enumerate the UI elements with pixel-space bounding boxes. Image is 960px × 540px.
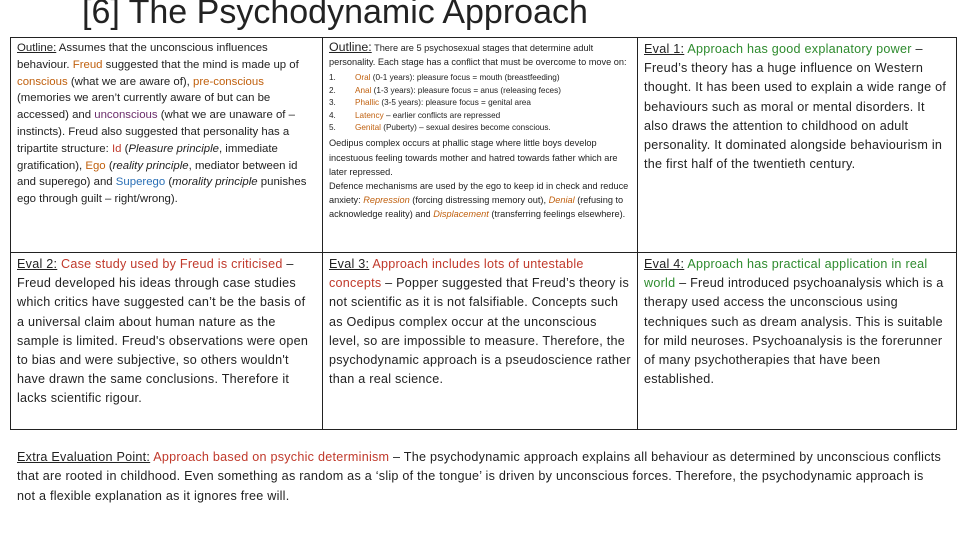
outline-text: , mediator between id and superego) and [17, 159, 298, 189]
eval-claim: Approach includes lots of untestable concepts [329, 257, 584, 291]
stage-name: Genital [355, 123, 381, 133]
outline-label: Outline: [17, 42, 57, 54]
oedipus-text: Oedipus complex occurs at phallic stage where little boys develop incestuous feeling towards mother and hatred towards father which are later repressed. [329, 138, 618, 177]
page-title: [6] The Psychodynamic Approach [82, 0, 588, 31]
ego-term: Ego [85, 159, 106, 172]
outline-text: Assumes that the unconscious influences behaviour. [17, 42, 268, 71]
stage-item: 4. Latency – earlier conflicts are repressed [329, 110, 501, 120]
grid-row-evals [11, 253, 957, 430]
stage-name: Latency [355, 110, 384, 120]
eval-claim: Approach has good explanatory power [684, 42, 912, 56]
preconscious-term: pre-conscious [193, 75, 264, 88]
stage-item: 1. Oral (0-1 years): pleasure focus = mouth (breastfeeding) [329, 73, 560, 83]
outline-text: ( [121, 142, 129, 155]
id-principle: Pleasure principle [128, 142, 219, 155]
unconscious-term: unconscious [94, 109, 158, 122]
eval-1-cell [638, 38, 957, 253]
id-term: Id [111, 142, 122, 155]
outline-text: ( [165, 176, 173, 189]
extra-evaluation-point [17, 448, 942, 506]
outline-stages-cell [323, 38, 638, 253]
eval-body: – Freud introduced psychoanalysis which is a therapy used access the unconscious using techniques such as dream analysis. This is suitable for mild neuroses. Psychoanalysis is the forerunner of many psychotherapies that have been established. [644, 276, 944, 387]
eval-claim: Case study used by Freud is criticised [57, 257, 283, 271]
outline-text: (what we are aware of), [67, 75, 194, 88]
outline-text: (what we are unaware of – instincts). Freud also suggested that personality has a tripartite structure: [17, 109, 295, 155]
eval-body: – Freud’s theory has a huge influence on Western thought. It has been used to explain a wide range of behaviours such as moral or mental disorders. It also draws the attention to childhood on adult personality. It dominated alongside behaviourism in the first half of the twentieth century. [644, 42, 947, 172]
outline-text: suggested that the mind is made up of [102, 58, 299, 71]
grid-row-outline [11, 38, 957, 253]
extra-body: – The psychodynamic approach explains all behaviour as determined by unconscious conflicts that are rooted in childhood. Even something as random as a ‘slip of the tongue’ is driven by unconscious forces. Therefore, the psychodynamic approach is not a flexible explanation as it ignores free will. [17, 450, 942, 503]
ego-principle: reality principle [112, 159, 189, 172]
eval-label: Eval 3: [329, 257, 370, 271]
stage-name: Phallic [355, 98, 380, 108]
stage-item: 3. Phallic (3-5 years): pleasure focus = genital area [329, 98, 531, 108]
stages-list [329, 72, 631, 134]
eval-label: Eval 1: [644, 42, 685, 56]
eval-body: – Freud developed his ideas through case studies which critics have suggested can’t be the basis of a universal claim about human nature as the sample is limited. Freud's observations were open to bias and were subjective, so others wouldn't have drawn the same conclusions. Therefore it lacks scientific rigour. [17, 257, 309, 406]
outline-text: , immediate gratification), [17, 142, 278, 172]
conscious-term: conscious [17, 75, 68, 88]
eval-body: – Popper suggested that Freud’s theory is not scientific as it is not falsifiable. Concepts such as Oedipus complex occur at the unconscious level, so are impossible to measure. Therefore, the psychodynamic approach is a pseudoscience rather than a real science. [329, 276, 631, 387]
freud-term: Freud [72, 58, 103, 71]
superego-principle: morality principle [172, 176, 258, 189]
eval-3-cell [323, 253, 638, 430]
repression-term: Repression [363, 195, 410, 206]
stage-name: Anal [355, 85, 372, 95]
eval-2-cell [11, 253, 323, 430]
stage-name: Oral [355, 73, 371, 83]
eval-label: Eval 2: [17, 257, 58, 271]
outline-text: ( [105, 159, 113, 172]
superego-term: Superego [115, 176, 166, 189]
extra-label: Extra Evaluation Point: [17, 450, 151, 464]
eval-4-cell [638, 253, 957, 430]
eval-claim: Approach has practical application in real world [644, 257, 928, 291]
stage-item: 2. Anal (1-3 years): pleasure focus = anus (releasing feces) [329, 85, 561, 95]
eval-label: Eval 4: [644, 257, 685, 271]
denial-term: Denial [548, 195, 575, 206]
outline-label: Outline: [329, 40, 372, 54]
stages-intro: There are 5 psychosexual stages that determine adult personality. Each stage has a conflict that must be overcome to move on: [329, 43, 627, 68]
defence-mechanisms-text: Defence mechanisms are used by the ego to keep id in check and reduce anxiety: Repression (forcing distressing memory out), Denial (refusing to acknowledge reality) and Displacement (transferring feelings elsewhere). [329, 181, 629, 220]
extra-claim: Approach based on psychic determinism [150, 450, 390, 464]
stage-item: 5. Genital (Puberty) – sexual desires become conscious. [329, 123, 551, 133]
outline-text: punishes ego through guilt – right/wrong). [17, 176, 307, 206]
content-grid [10, 37, 957, 430]
outline-text: (memories we aren’t currently aware of but can be accessed) and [17, 92, 271, 122]
outline-assumptions-cell [11, 38, 323, 253]
displacement-term: Displacement [433, 209, 489, 220]
